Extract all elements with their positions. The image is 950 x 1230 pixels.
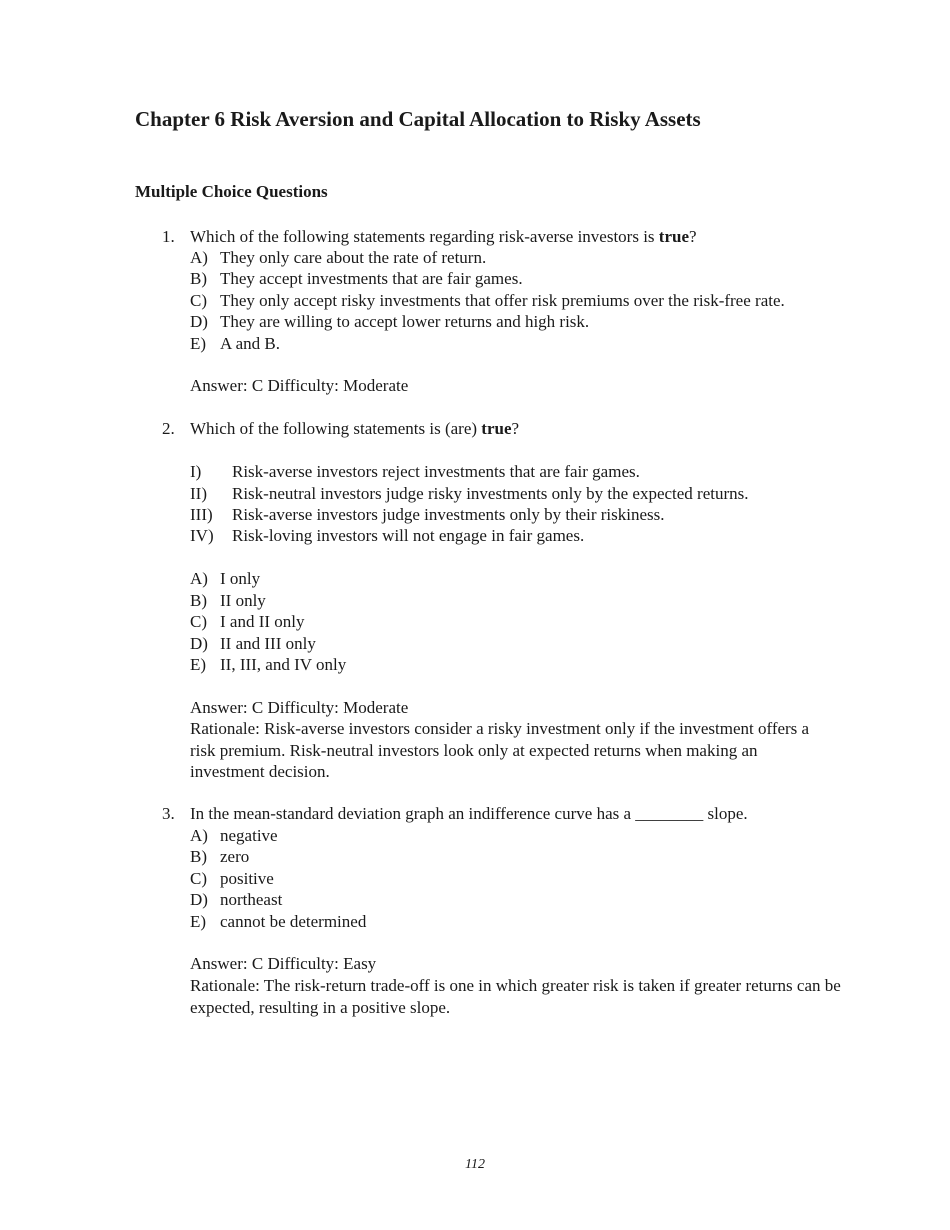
option-label: E) (190, 334, 207, 353)
option-label: A) (190, 248, 208, 267)
question-text-end: ? (511, 419, 520, 438)
roman-text: Risk-neutral investors judge risky investments only by the expected returns. (232, 484, 749, 503)
option-text: negative (220, 826, 278, 845)
answer-line: Answer: C Difficulty: Moderate (190, 698, 409, 717)
roman-label: II) (190, 484, 207, 503)
option-text: II only (220, 591, 266, 610)
question-text-emphasis: true (481, 419, 512, 438)
section-title: Multiple Choice Questions (135, 182, 328, 201)
option-text: They only accept risky investments that offer risk premiums over the risk-free rate. (220, 291, 785, 310)
rationale: Rationale: The risk-return trade-off is one in which greater risk is taken if greater returns can be expected, resulting in a positive slope. (190, 976, 841, 1017)
option-text: cannot be determined (220, 912, 367, 931)
option-label: B) (190, 269, 207, 288)
question-number: 3. (162, 804, 175, 823)
option-text: They only care about the rate of return. (220, 248, 487, 267)
option-label: A) (190, 826, 208, 845)
answer-line: Answer: C Difficulty: Moderate (190, 376, 409, 395)
roman-text: Risk-loving investors will not engage in fair games. (232, 526, 585, 545)
option-text: II, III, and IV only (220, 655, 347, 674)
option-text: I only (220, 569, 261, 588)
question-text-main: Which of the following statements is (are) (190, 419, 482, 438)
question-text (190, 226, 697, 247)
option-label: D) (190, 634, 208, 653)
question-number: 2. (162, 419, 175, 438)
option-label: C) (190, 612, 207, 631)
question-text: In the mean-standard deviation graph an indifference curve has a ________ slope. (190, 804, 748, 823)
chapter-title: Chapter 6 Risk Aversion and Capital Allocation to Risky Assets (135, 107, 701, 131)
question-text (190, 418, 519, 439)
option-text: I and II only (220, 612, 305, 631)
option-text: They are willing to accept lower returns and high risk. (220, 312, 590, 331)
roman-text: Risk-averse investors judge investments only by their riskiness. (232, 505, 665, 524)
option-text: II and III only (220, 634, 316, 653)
option-label: D) (190, 312, 208, 331)
answer-line: Answer: C Difficulty: Easy (190, 954, 377, 973)
option-text: zero (220, 847, 250, 866)
option-text: They accept investments that are fair games. (220, 269, 523, 288)
option-label: D) (190, 890, 208, 909)
roman-label: I) (190, 462, 202, 481)
page-number: 112 (465, 1157, 485, 1172)
rationale: Rationale: Risk-averse investors consider a risky investment only if the investment offers a risk premium. Risk-neutral investors look only at expected returns when making an investment decision. (190, 719, 810, 781)
option-label: C) (190, 869, 207, 888)
roman-label: IV) (190, 526, 214, 545)
option-text: northeast (220, 890, 283, 909)
option-label: B) (190, 847, 207, 866)
option-label: E) (190, 912, 207, 931)
question-text-end: ? (689, 227, 697, 246)
option-text: positive (220, 869, 274, 888)
roman-text: Risk-averse investors reject investments that are fair games. (232, 462, 640, 481)
option-label: B) (190, 591, 207, 610)
option-label: E) (190, 655, 207, 674)
option-label: C) (190, 291, 207, 310)
question-text-main: Which of the following statements regarding risk-averse investors is (190, 227, 659, 246)
question-text-emphasis: true (658, 227, 690, 246)
question-number: 1. (162, 227, 175, 246)
roman-label: III) (190, 505, 213, 524)
option-text: A and B. (220, 334, 280, 353)
option-label: A) (190, 569, 208, 588)
